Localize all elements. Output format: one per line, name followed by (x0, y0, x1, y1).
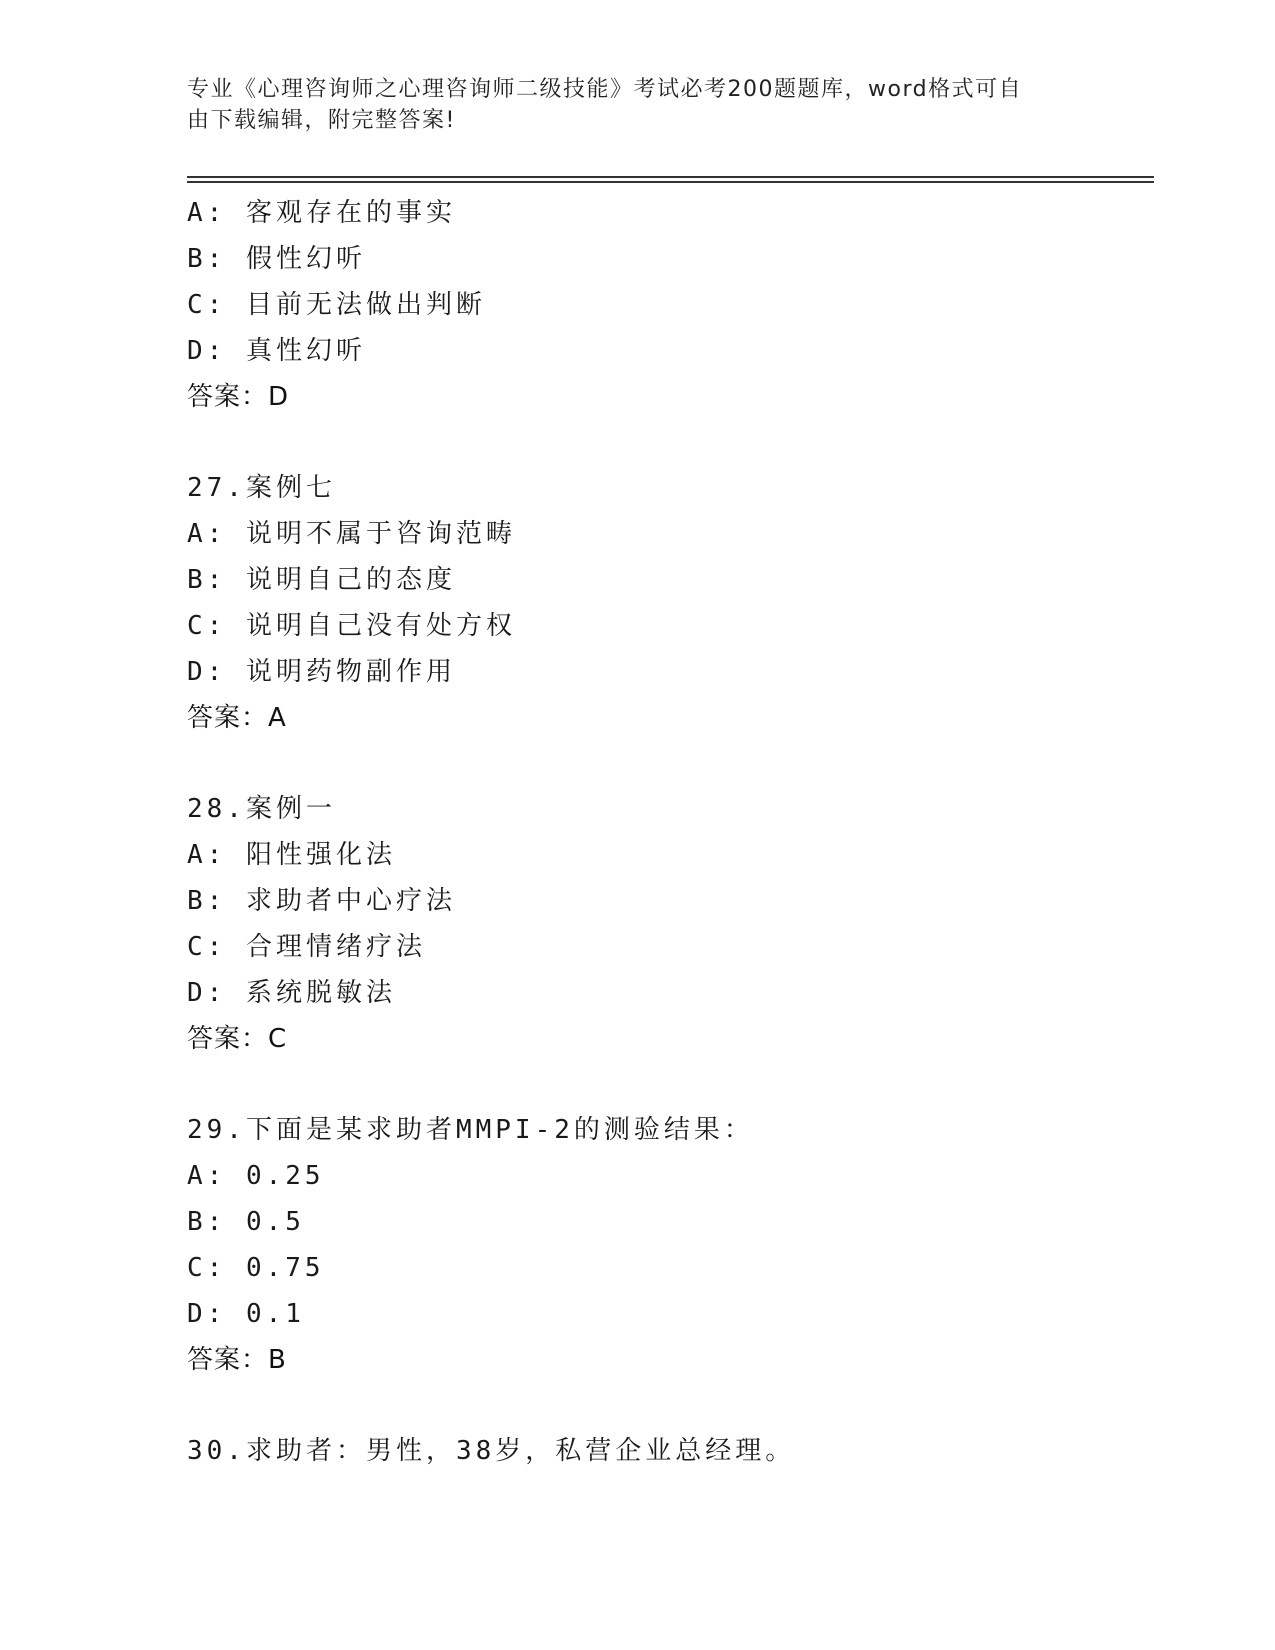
question-block (187, 1107, 1137, 1383)
answer-line: 答案：A (187, 703, 287, 733)
question-block (187, 465, 1137, 741)
option-d: D: 0.1 (187, 1299, 305, 1329)
question-title: 27.案例七 (187, 473, 336, 503)
question-list (187, 190, 1137, 1474)
header-divider-bottom (187, 181, 1154, 183)
option-c: C: 目前无法做出判断 (187, 290, 486, 320)
question-title: 30.求助者：男性，38岁，私营企业总经理。 (187, 1436, 796, 1466)
question-title: 29.下面是某求助者MMPI-2的测验结果： (187, 1115, 754, 1145)
question-block (187, 1428, 1137, 1474)
answer-line: 答案：B (187, 1345, 287, 1375)
option-d: D: 真性幻听 (187, 336, 366, 366)
option-b: B: 说明自己的态度 (187, 565, 456, 595)
header-title-line-2: 由下载编辑，附完整答案! (187, 108, 456, 133)
option-a: A: 0.25 (187, 1161, 325, 1191)
option-b: B: 假性幻听 (187, 244, 366, 274)
option-c: C: 说明自己没有处方权 (187, 611, 516, 641)
option-a: A: 客观存在的事实 (187, 198, 456, 228)
question-block (187, 786, 1137, 1062)
option-a: A: 说明不属于咨询范畴 (187, 519, 516, 549)
option-b: B: 0.5 (187, 1207, 305, 1237)
question-title: 28.案例一 (187, 794, 336, 824)
option-d: D: 系统脱敏法 (187, 978, 396, 1008)
answer-line: 答案：C (187, 1024, 288, 1054)
option-c: C: 0.75 (187, 1253, 325, 1283)
option-d: D: 说明药物副作用 (187, 657, 456, 687)
option-a: A: 阳性强化法 (187, 840, 396, 870)
option-c: C: 合理情绪疗法 (187, 932, 426, 962)
option-b: B: 求助者中心疗法 (187, 886, 456, 916)
answer-line: 答案：D (187, 382, 290, 412)
header-title-line-1: 专业《心理咨询师之心理咨询师二级技能》考试必考200题题库，word格式可自 (187, 77, 1023, 102)
header-divider-top (187, 176, 1154, 178)
document-header (187, 74, 1067, 136)
question-block (187, 190, 1137, 420)
